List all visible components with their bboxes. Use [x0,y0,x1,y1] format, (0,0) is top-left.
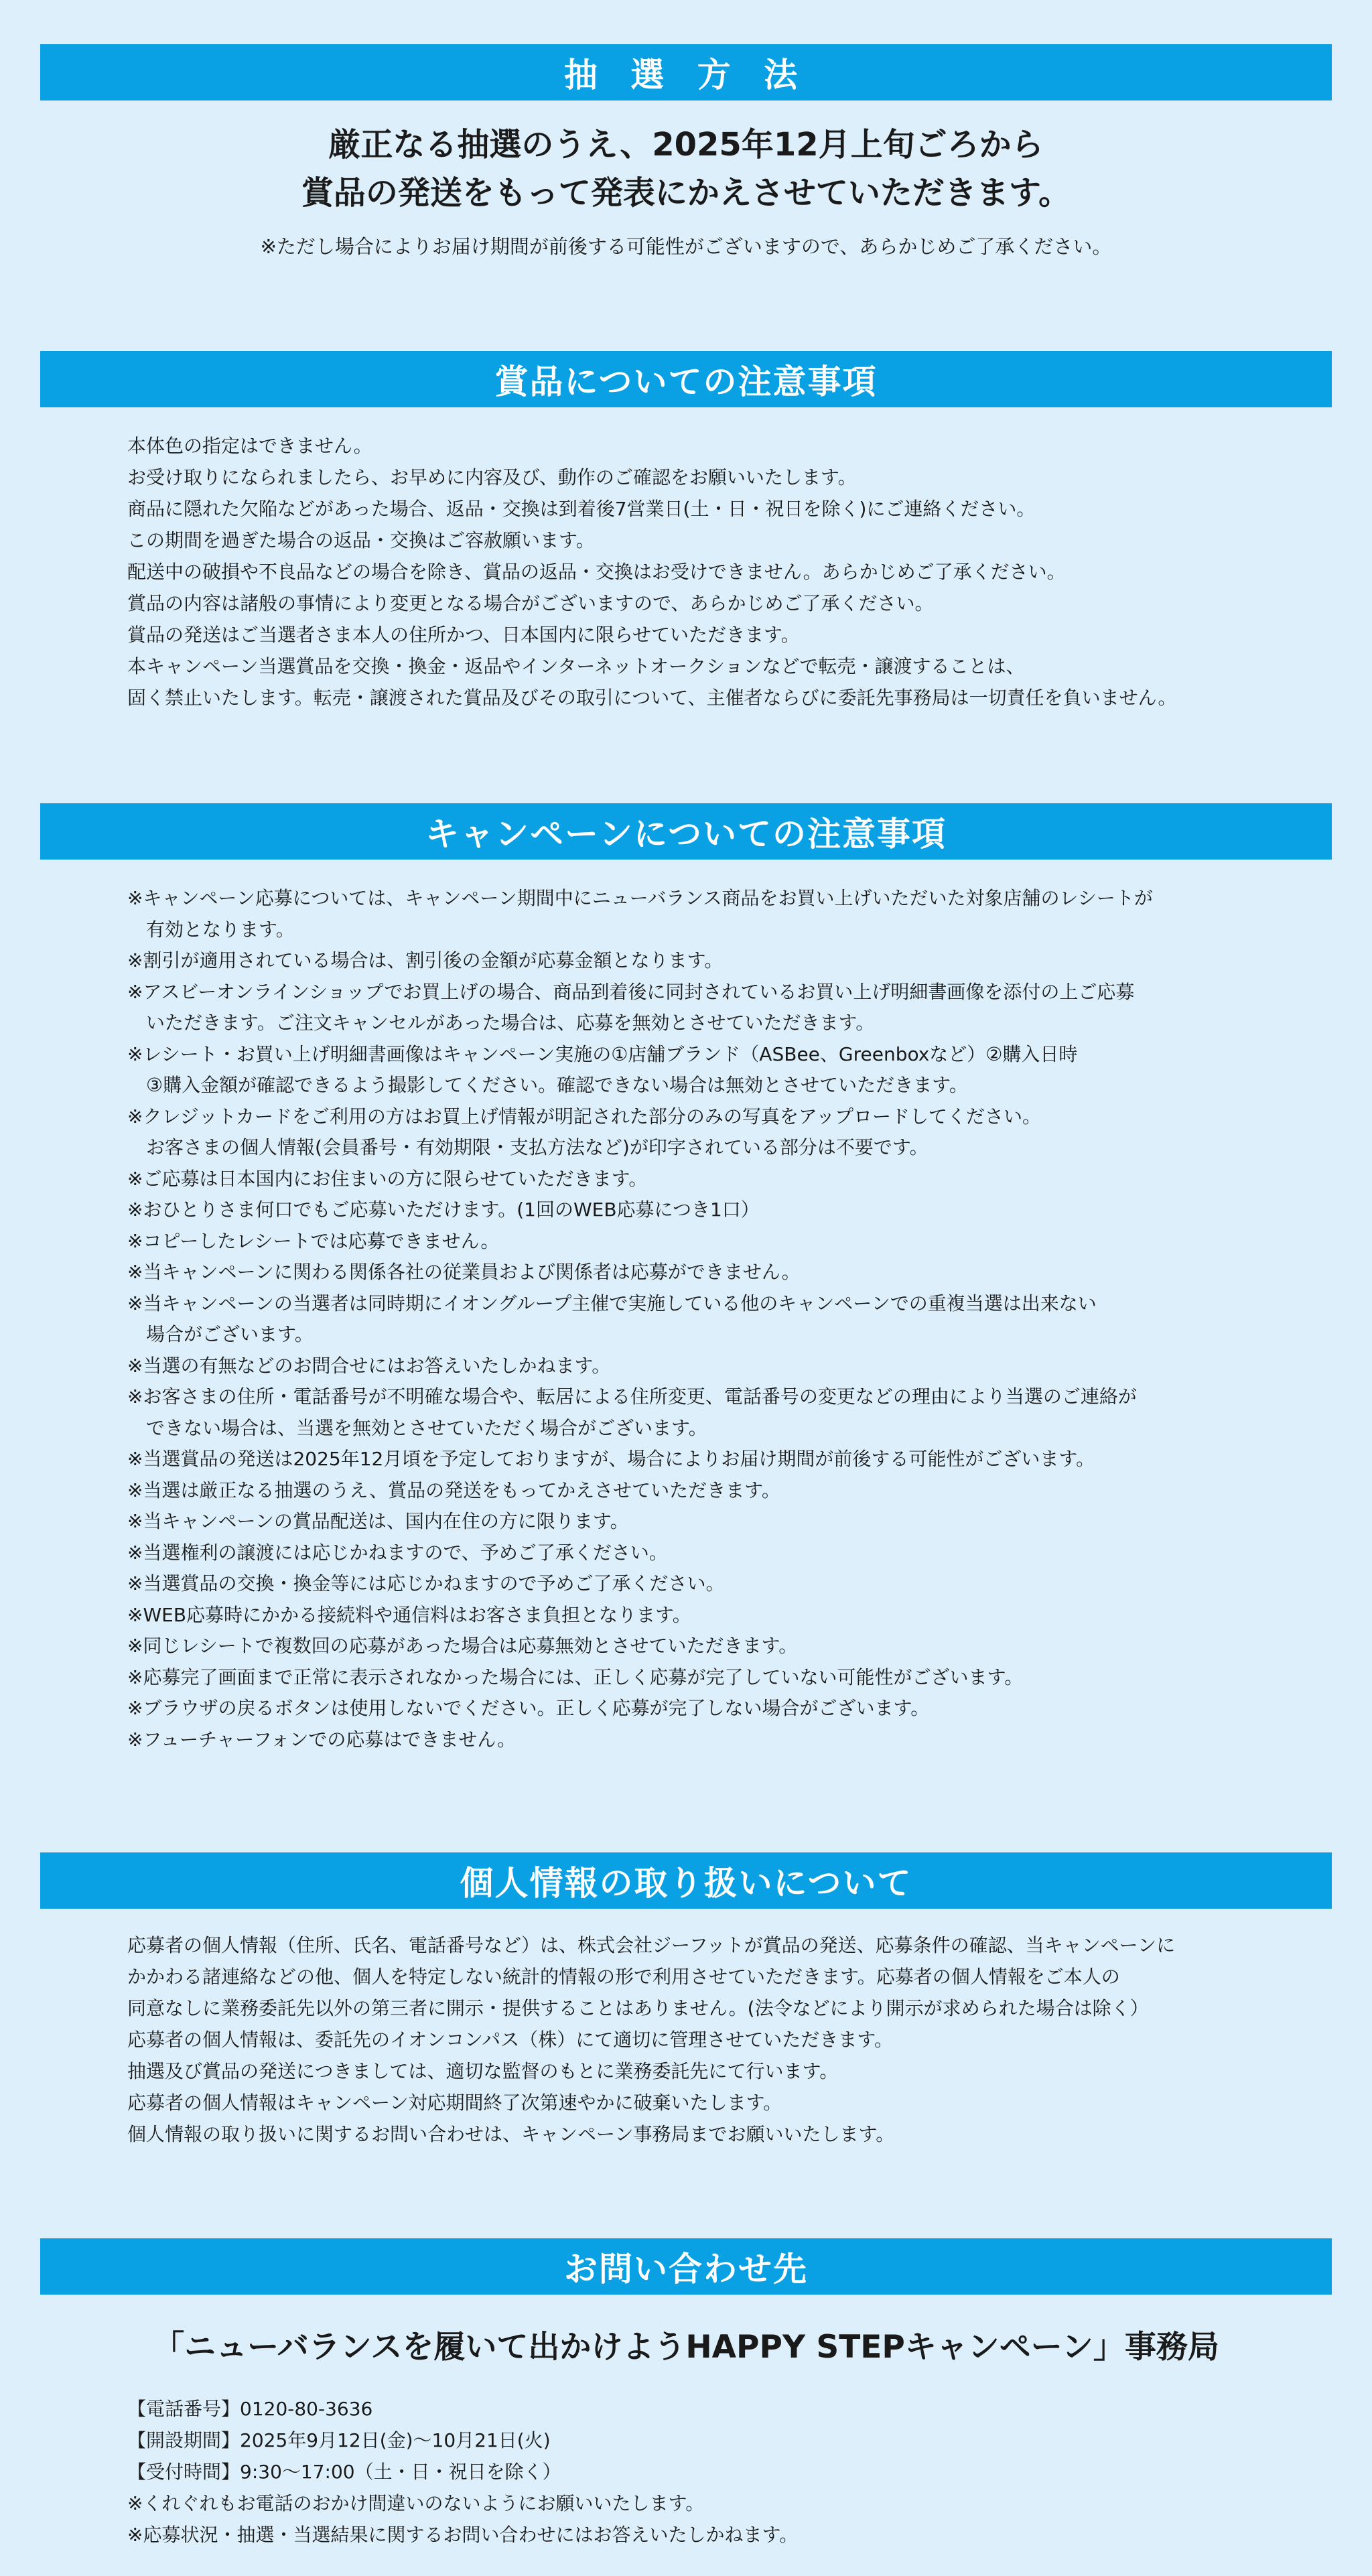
campaign-notes-list [127,883,1280,1755]
list-item: 賞品の発送はご当選者さま本人の住所かつ、日本国内に限らせていただきます。 [127,624,800,646]
list-item: ※クレジットカードをご利用の方はお買上げ情報が明記された部分のみの写真をアップロードしてください。 [127,1105,1041,1128]
list-item: お受け取りになられましたら、お早めに内容及び、動作のご確認をお願いいたします。 [127,466,857,488]
privacy-header: 個人情報の取り扱いについて [40,1852,1332,1909]
list-item: ※アスビーオンラインショップでお買上げの場合、商品到着後に同封されているお買い上げ明細書画像を添付の上ご応募 [127,980,1135,1003]
lottery-header: 抽 選 方 法 [40,44,1332,100]
list-item: ※応募状況・抽選・当選結果に関するお問い合わせにはお答えいたしかねます。 [127,2524,799,2546]
list-item: できない場合は、当選を無効とさせていただく場合がございます。 [127,1416,707,1439]
list-item: お客さまの個人情報(会員番号・有効期限・支払方法など)が印字されている部分は不要です。 [127,1136,929,1158]
list-item: ※お客さまの住所・電話番号が不明確な場合や、転居による住所変更、電話番号の変更などの理由により当選のご連絡が [127,1385,1137,1408]
list-item: かかわる諸連絡などの他、個人を特定しない統計的情報の形で利用させていただきます。応募者の個人情報をご本人の [127,1966,1120,1988]
lottery-headline-2: 賞品の発送をもって発表にかえさせていただきます。 [301,174,1071,212]
list-item: 応募者の個人情報（住所、氏名、電話番号など）は、株式会社ジーフットが賞品の発送、応募条件の確認、当キャンペーンに [127,1934,1176,1956]
list-item: ※おひとりさま何口でもご応募いただけます。(1回のWEB応募につき1口） [127,1199,760,1221]
list-item: 固く禁止いたします。転売・譲渡された賞品及びその取引について、主催者ならびに委託先事務局は一切責任を負いません。 [127,687,1177,709]
list-item: ※キャンペーン応募については、キャンペーン期間中にニューバランス商品をお買い上げいただいた対象店舗のレシートが [127,887,1153,909]
lottery-note: ※ただし場合によりお届け期間が前後する可能性がございますので、あらかじめご了承ください。 [260,235,1112,258]
list-item: 抽選及び賞品の発送につきましては、適切な監督のもとに業務委託先にて行います。 [127,2060,839,2082]
list-item: ※当選の有無などのお問合せにはお答えいたしかねます。 [127,1354,611,1377]
list-item: 【開設期間】2025年9月12日(金)～10月21日(火) [127,2429,551,2451]
list-item: 商品に隠れた欠陥などがあった場合、返品・交換は到着後7営業日(土・日・祝日を除く)にご連絡ください。 [127,498,1036,520]
list-item: ※応募完了画面まで正常に表示されなかった場合には、正しく応募が完了していない可能性がございます。 [127,1666,1024,1688]
list-item: ※当選賞品の交換・換金等には応じかねますので予めご了承ください。 [127,1572,725,1595]
list-item: ※コピーしたレシートでは応募できません。 [127,1229,500,1252]
list-item: 応募者の個人情報はキャンペーン対応期間終了次第速やかに破棄いたします。 [127,2092,782,2114]
list-item: 場合がございます。 [127,1323,314,1345]
list-item: ③購入金額が確認できるよう撮影してください。確認できない場合は無効とさせていただきます。 [127,1074,968,1096]
list-item: ※フューチャーフォンでの応募はできません。 [127,1728,517,1751]
list-item: ※当選権利の譲渡には応じかねますので、予めご了承ください。 [127,1541,668,1564]
list-item: いただきます。ご注文キャンセルがあった場合は、応募を無効とさせていただきます。 [127,1012,875,1034]
list-item: ※当キャンペーンの賞品配送は、国内在住の方に限ります。 [127,1510,629,1532]
list-item: ※当キャンペーンに関わる関係各社の従業員および関係者は応募ができません。 [127,1261,801,1283]
prize-notes-header: 賞品についての注意事項 [40,351,1332,407]
campaign-notes-header: キャンペーンについての注意事項 [40,803,1332,860]
list-item: 本体色の指定はできません。 [127,435,372,457]
list-item: 【電話番号】0120-80-3636 [127,2398,373,2420]
list-item: 本キャンペーン当選賞品を交換・換金・返品やインターネットオークションなどで転売・譲渡することは、 [127,655,1025,677]
prize-notes-list [127,430,1280,714]
list-item: この期間を過ぎた場合の返品・交換はご容赦願います。 [127,529,595,551]
lottery-headline-1: 厳正なる抽選のうえ、2025年12月上旬ごろから [328,126,1044,163]
list-item: ※同じレシートで複数回の応募があった場合は応募無効とさせていただきます。 [127,1635,798,1657]
list-item: ※WEB応募時にかかる接続料や通信料はお客さま負担となります。 [127,1603,691,1626]
list-item: ※レシート・お買い上げ明細書画像はキャンペーン実施の①店舗ブランド（ASBee、Greenboxなど）②購入日時 [127,1042,1078,1065]
list-item: 【受付時間】9:30～17:00（土・日・祝日を除く） [127,2461,561,2483]
list-item: ※くれぐれもお電話のおかけ間違いのないようにお願いいたします。 [127,2492,705,2514]
list-item: 賞品の内容は諸般の事情により変更となる場合がございますので、あらかじめご了承ください。 [127,592,934,614]
list-item: ※当選賞品の発送は2025年12月頃を予定しておりますが、場合によりお届け期間が前後する可能性がございます。 [127,1448,1095,1470]
list-item: ※割引が適用されている場合は、割引後の金額が応募金額となります。 [127,949,724,971]
list-item: ※当キャンペーンの当選者は同時期にイオングループ主催で実施している他のキャンペーンでの重複当選は出来ない [127,1292,1097,1314]
list-item: 有効となります。 [127,918,295,941]
contact-header: お問い合わせ先 [40,2238,1332,2295]
list-item: ※当選は厳正なる抽選のうえ、賞品の発送をもってかえさせていただきます。 [127,1479,780,1501]
list-item: 個人情報の取り扱いに関するお問い合わせは、キャンペーン事務局までお願いいたします。 [127,2123,895,2145]
list-item: ※ブラウザの戻るボタンは使用しないでください。正しく応募が完了しない場合がございます。 [127,1697,930,1719]
list-item: ※ご応募は日本国内にお住まいの方に限らせていただきます。 [127,1167,648,1190]
list-item: 配送中の破損や不良品などの場合を除き、賞品の返品・交換はお受けできません。あらかじめご了承ください。 [127,561,1066,583]
list-item: 応募者の個人情報は、委託先のイオンコンパス（株）にて適切に管理させていただきます。 [127,2029,893,2051]
privacy-list [127,1929,1280,2150]
contact-list [127,2393,1280,2551]
list-item: 同意なしに業務委託先以外の第三者に開示・提供することはありません。(法令などにより開示が求められた場合は除く） [127,1997,1149,2019]
contact-office-name: 「ニューバランスを履いて出かけようHAPPY STEPキャンペーン」事務局 [153,2329,1219,2366]
